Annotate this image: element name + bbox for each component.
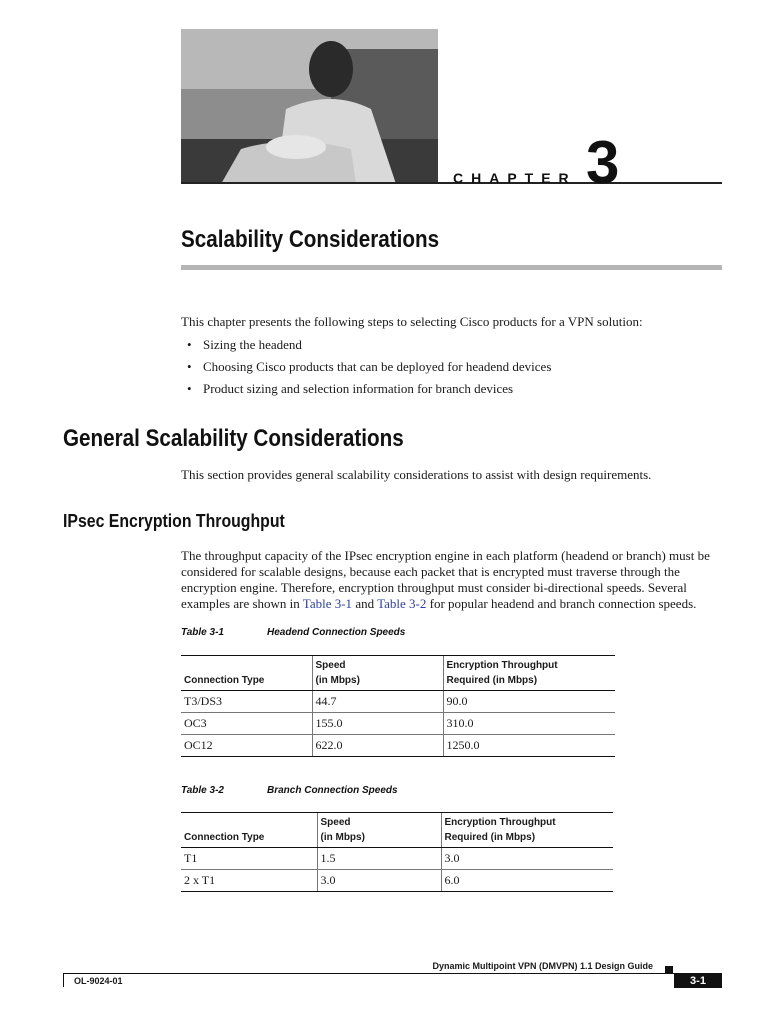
paragraph-text: for popular headend and branch connection speeds. bbox=[426, 596, 697, 611]
paragraph-text: The throughput capacity of the IPsec encryption engine in each platform (headend or branch) must be considered for scalable designs, because each packet that is encrypted must traverse through the encryption engine. Therefore, encryption throughput must consider bi-directional speeds. Several examples are shown in bbox=[181, 548, 710, 611]
intro-text: This chapter presents the following steps to selecting Cisco products for a VPN solution: bbox=[181, 314, 643, 329]
branch-speeds-table bbox=[181, 812, 613, 892]
column-header: Speed (in Mbps) bbox=[312, 656, 443, 691]
table-cell: 310.0 bbox=[443, 713, 615, 735]
table-cell: 3.0 bbox=[441, 848, 613, 870]
list-item: • Product sizing and selection information for branch devices bbox=[181, 378, 551, 400]
section-description: This section provides general scalability considerations to assist with design requirements. bbox=[181, 467, 652, 482]
table-3-2-link[interactable]: Table 3-2 bbox=[377, 596, 427, 611]
table-cell: T3/DS3 bbox=[181, 691, 312, 713]
table-cell: 1.5 bbox=[317, 848, 441, 870]
footer-rule bbox=[63, 973, 722, 974]
table-cell: 6.0 bbox=[441, 870, 613, 892]
table-caption bbox=[181, 785, 398, 796]
title-rule bbox=[181, 265, 722, 270]
intro-bullet-list bbox=[181, 334, 551, 400]
table-cell: 2 x T1 bbox=[181, 870, 317, 892]
table-cell: OC3 bbox=[181, 713, 312, 735]
footer-doc-number: OL-9024-01 bbox=[74, 976, 123, 986]
table-cell: 3.0 bbox=[317, 870, 441, 892]
table-cell: 622.0 bbox=[312, 735, 443, 757]
column-header: Encryption Throughput Required (in Mbps) bbox=[443, 656, 615, 691]
list-item: • Sizing the headend bbox=[181, 334, 551, 356]
table-cell: 1250.0 bbox=[443, 735, 615, 757]
table-number: Table 3-1 bbox=[181, 627, 224, 638]
paragraph-text: and bbox=[352, 596, 378, 611]
table-row bbox=[181, 870, 613, 892]
subsection-heading: IPsec Encryption Throughput bbox=[63, 511, 285, 531]
table-header-row bbox=[181, 813, 613, 848]
throughput-paragraph bbox=[181, 548, 723, 612]
footer-tick bbox=[63, 973, 64, 987]
table-3-1-link[interactable]: Table 3-1 bbox=[302, 596, 353, 611]
chapter-photo bbox=[181, 29, 438, 184]
chapter-rule bbox=[181, 182, 722, 184]
table-caption bbox=[181, 627, 405, 638]
headend-speeds-table bbox=[181, 655, 615, 757]
column-header: Connection Type bbox=[181, 813, 317, 848]
table-row bbox=[181, 691, 615, 713]
section-heading: General Scalability Considerations bbox=[63, 425, 404, 452]
list-item: • Choosing Cisco products that can be deployed for headend devices bbox=[181, 356, 551, 378]
table-cell: OC12 bbox=[181, 735, 312, 757]
chapter-label: CHAPTER bbox=[453, 170, 577, 186]
table-cell: 155.0 bbox=[312, 713, 443, 735]
page-title: Scalability Considerations bbox=[181, 226, 440, 253]
column-header: Encryption Throughput Required (in Mbps) bbox=[441, 813, 613, 848]
table-caption-text: Branch Connection Speeds bbox=[267, 785, 398, 796]
footer-guide-title: Dynamic Multipoint VPN (DMVPN) 1.1 Design Guide bbox=[432, 961, 653, 971]
table-cell: 90.0 bbox=[443, 691, 615, 713]
table-cell: T1 bbox=[181, 848, 317, 870]
chapter-number: 3 bbox=[586, 129, 620, 196]
column-header: Connection Type bbox=[181, 656, 312, 691]
table-header-row bbox=[181, 656, 615, 691]
column-header: Speed (in Mbps) bbox=[317, 813, 441, 848]
table-caption-text: Headend Connection Speeds bbox=[267, 627, 406, 638]
table-row bbox=[181, 848, 613, 870]
table-row bbox=[181, 713, 615, 735]
table-cell: 44.7 bbox=[312, 691, 443, 713]
table-row bbox=[181, 735, 615, 757]
page-number: 3-1 bbox=[674, 974, 722, 988]
person-photo-icon bbox=[181, 29, 438, 184]
table-number: Table 3-2 bbox=[181, 785, 224, 796]
